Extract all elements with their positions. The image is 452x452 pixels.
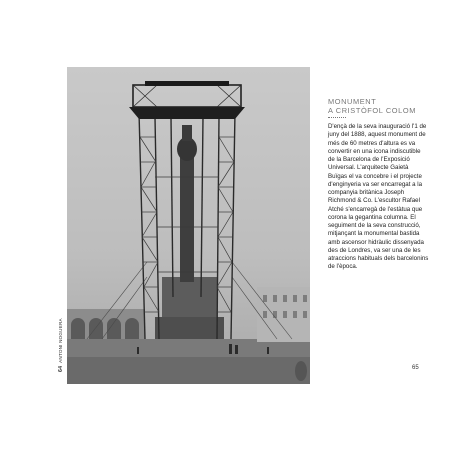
historic-photo: [67, 67, 310, 384]
caption-title-line1: MONUMENT: [328, 97, 377, 106]
title-divider: [328, 117, 346, 120]
spine-page-number: 64: [58, 365, 64, 372]
page-number: 65: [412, 365, 419, 371]
caption-title-line2: A CRISTÒFOL COLOM: [328, 105, 416, 115]
columbus-monument-scaffolding-photo: [67, 67, 310, 384]
caption-title: [328, 98, 428, 115]
spine-header: [57, 302, 65, 372]
spine-text: [57, 302, 65, 372]
spine-label: ANTONI NOGUERA: [58, 318, 63, 363]
caption-body: D'ençà de la seva inauguració l'1 de juny del 1888, aquest monument de més de 60 metres d'altura es va convertir en una icona indiscutible de la Barcelona de l'Exposició Universal. L'arquitecte Gaietà Buïgas el va concebre i el projecte d'enginyeria va ser encarregat a la companyia britànica Joseph Richmond & Co. L'escultor Rafael Atché s'encarregà de l'estàtua que corona la gegantina columna. El seguiment de la seva construcció, mitjançant la monumental bastida amb ascensor hidràulic dissenyada des de Londres, va ser una de les atraccions habituals dels barcelonins de l'època.: [328, 123, 429, 271]
